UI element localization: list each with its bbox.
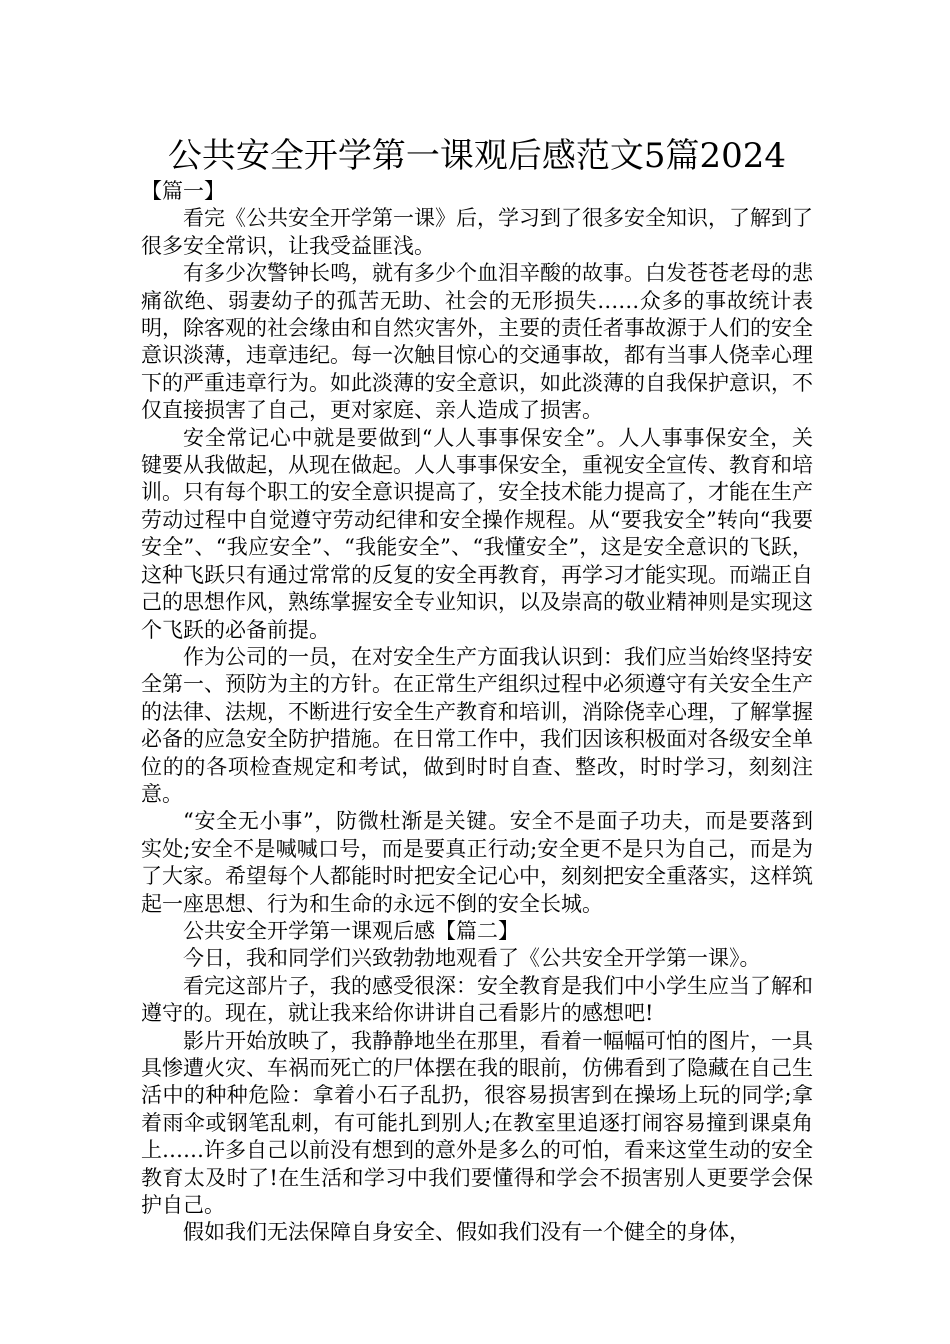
paragraph: 假如我们无法保障自身安全、假如我们没有一个健全的身体， [183,1220,750,1245]
section-heading-2: 公共安全开学第一课观后感【篇二】 [183,918,519,943]
document-title: 公共安全开学第一课观后感范文5篇2024 [167,136,787,176]
document-body [141,178,813,1247]
paragraph: 看完这部片子，我的感受很深：安全教育是我们中小学生应当了解和遵守的。现在，就让我来给你讲讲自己看影片的感想吧! [141,973,813,1026]
document-page [141,134,813,1247]
paragraph: 有多少次警钟长鸣，就有多少个血泪辛酸的故事。白发苍苍老母的悲痛欲绝、弱妻幼子的孤苦无助、社会的无形损失……众多的事故统计表明，除客观的社会缘由和自然灾害外，主要的责任者事故源于人们的安全意识淡薄，违章违纪。每一次触目惊心的交通事故，都有当事人侥幸心理下的严重违章行为。如此淡薄的安全意识，如此淡薄的自我保护意识，不仅直接损害了自己，更对家庭、亲人造成了损害。 [141,261,813,423]
paragraph: 安全常记心中就是要做到“人人事事保安全”。人人事事保安全，关键要从我做起，从现在做起。人人事事保安全，重视安全宣传、教育和培训。只有每个职工的安全意识提高了，安全技术能力提高了，才能在生产劳动过程中自觉遵守劳动纪律和安全操作规程。从“要我安全”转向“我要安全”、“我应安全”、“我能安全”、“我懂安全”，这是安全意识的飞跃，这种飞跃只有通过常常的反复的安全再教育，再学习才能实现。而端正自己的思想作风，熟练掌握安全专业知识，以及崇高的敬业精神则是实现这个飞跃的必备前提。 [141,425,813,642]
paragraph: 看完《公共安全开学第一课》后，学习到了很多安全知识，了解到了很多安全常识，让我受益匪浅。 [141,206,813,258]
section-label-1: 【篇一】 [141,179,225,203]
paragraph: “安全无小事”，防微杜渐是关键。安全不是面子功夫，而是要落到实处;安全不是喊喊口号，而是要真正行动;安全更不是只为自己，而是为了大家。希望每个人都能时时把安全记心中，刻刻把安全重落实，这样筑起一座思想、行为和生命的永远不倒的安全长城。 [141,809,813,916]
paragraph: 今日，我和同学们兴致勃勃地观看了《公共安全开学第一课》。 [183,946,761,971]
paragraph: 作为公司的一员，在对安全生产方面我认识到：我们应当始终坚持安全第一、预防为主的方针。在正常生产组织过程中必须遵守有关安全生产的法律、法规，不断进行安全生产教育和培训，消除侥幸心理，了解掌握必备的应急安全防护措施。在日常工作中，我们因该积极面对各级安全单位的的各项检查规定和考试，做到时时自查、整改，时时学习，刻刻注意。 [141,644,813,806]
paragraph: 影片开始放映了，我静静地坐在那里，看着一幅幅可怕的图片，一具具惨遭火灾、车祸而死亡的尸体摆在我的眼前，仿佛看到了隐藏在自己生活中的种种危险：拿着小石子乱扔，很容易损害到在操场上玩的同学;拿着雨伞或钢笔乱刺，有可能扎到别人;在教室里追逐打闹容易撞到课桌角上……许多自己以前没有想到的意外是多么的可怕，看来这堂生动的安全教育太及时了!在生活和学习中我们要懂得和学会不损害别人更要学会保护自己。 [141,1028,813,1218]
